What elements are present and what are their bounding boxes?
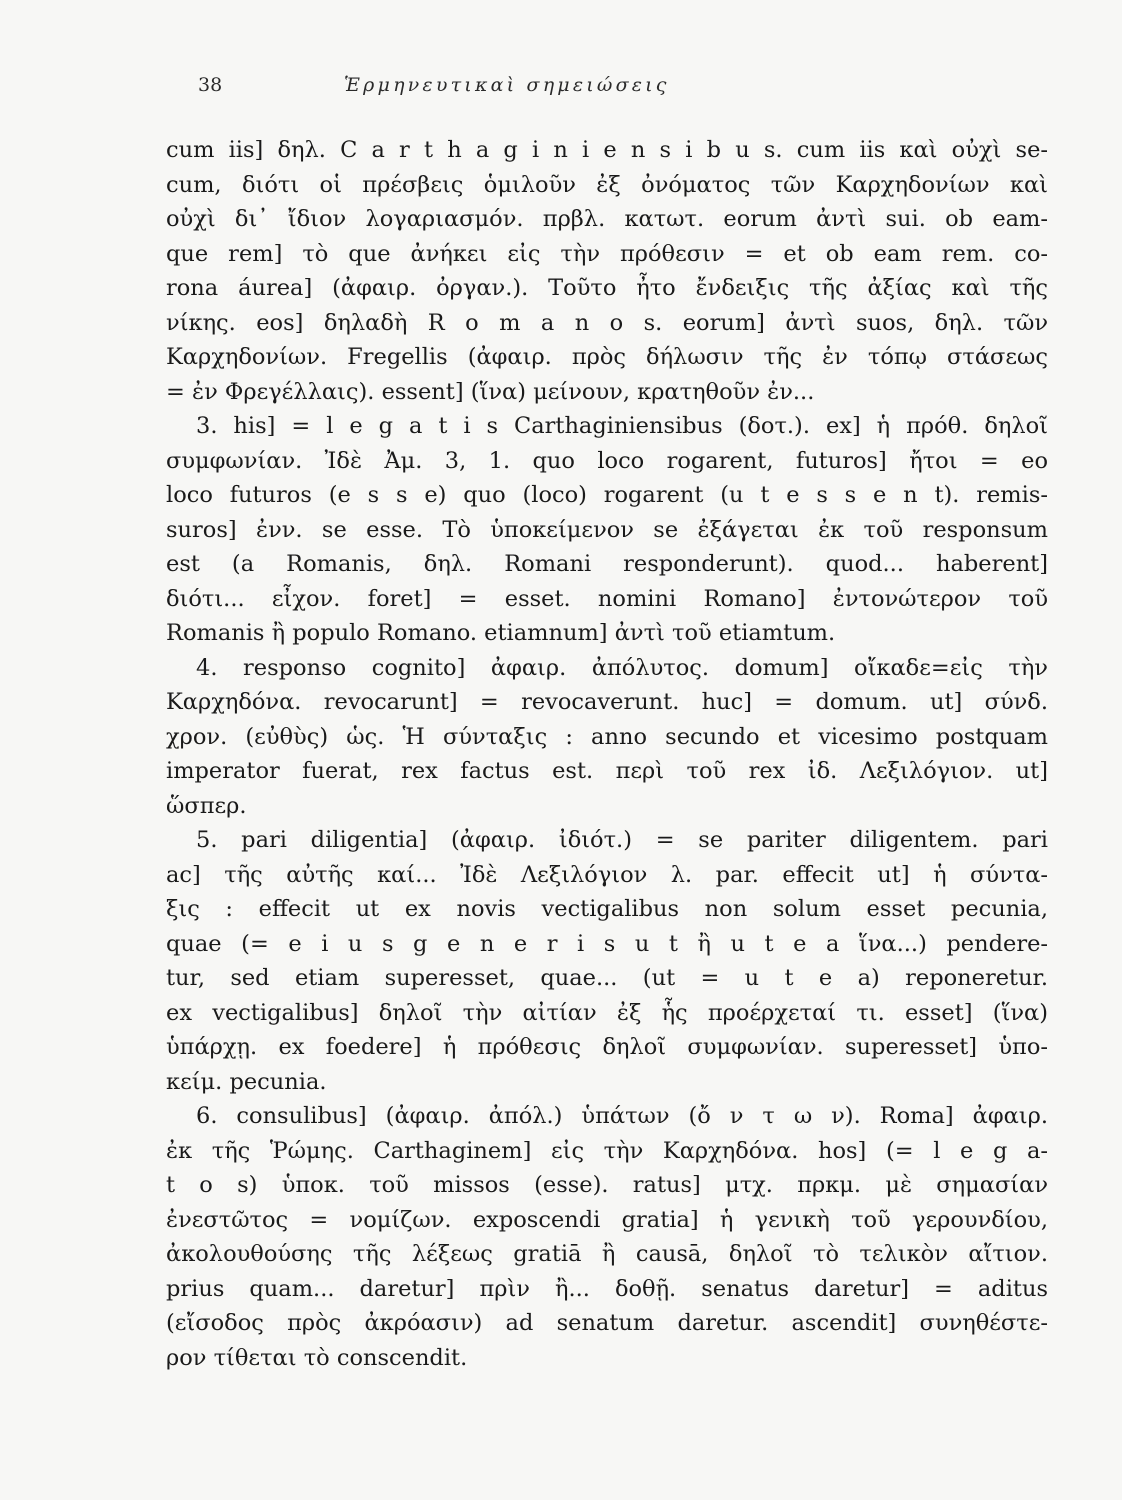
text-line: prius quam... daretur] πρὶν ἢ... δοθῇ. senatus daretur] = aditus — [166, 1275, 1048, 1302]
text-line: ac] τῆς αὐτῆς καί... Ἰδὲ Λεξιλόγιον λ. par. effecit ut] ἡ σύντα- — [166, 861, 1048, 888]
text-line: χρον. (εὐθὺς) ὡς. Ἡ σύνταξις : anno secundo et vicesimo postquam — [166, 723, 1048, 750]
text-line: suros] ἐνν. se esse. Τὸ ὑποκείμενον se ἐξάγεται ἐκ τοῦ responsum — [166, 516, 1048, 543]
text-line: ὥσπερ. — [166, 792, 247, 819]
text-line: tur, sed etiam superesset, quae... (ut = u t e a) reponeretur. — [166, 965, 1048, 991]
text-line: (εἴσοδος πρὸς ἀκρόασιν) ad senatum daretur. ascendit] συνηθέστε- — [166, 1310, 1048, 1336]
text-line: Καρχηδονίων. Fregellis (ἀφαιρ. πρὸς δήλωσιν τῆς ἐν τόπῳ στάσεως — [166, 344, 1048, 370]
text-line: ἐνεστῶτος = νομίζων. exposcendi gratia] ἡ γενικὴ τοῦ γερουνδίου, — [166, 1206, 1048, 1233]
text-line: διότι... εἶχον. foret] = esset. nomini Romano] ἐντονώτερον τοῦ — [166, 585, 1048, 612]
text-line: συμφωνίαν. Ἰδὲ Ἀμ. 3, 1. quo loco rogarent, futuros] ἤτοι = eo — [166, 447, 1048, 474]
text-line: cum iis] δηλ. C a r t h a g i n i e n s i b u s. cum iis καὶ οὐχὶ se- — [166, 137, 1048, 163]
section-5-start: 5. pari diligentia] (ἀφαιρ. ἰδιότ.) = se pariter diligentem. pari — [196, 827, 1048, 853]
text-line: ρον τίθεται τὸ conscendit. — [166, 1344, 468, 1371]
text-line: ex vectigalibus] δηλοῖ τὴν αἰτίαν ἐξ ἧς προέρχεταί τι. esset] (ἵνα) — [166, 999, 1048, 1026]
text-line: ἀκολουθούσης τῆς λέξεως gratiā ἢ causā, δηλοῖ τὸ τελικὸν αἴτιον. — [166, 1241, 1048, 1267]
text-line: imperator fuerat, rex factus est. περὶ τοῦ rex ἰδ. Λεξιλόγιον. ut] — [166, 758, 1048, 784]
text-line: t o s) ὑποκ. τοῦ missos (esse). ratus] μτχ. πρκμ. μὲ σημασίαν — [166, 1172, 1048, 1198]
text-line: ξις : effecit ut ex novis vectigalibus non solum esset pecunia, — [166, 896, 1048, 922]
text-line: = ἐν Φρεγέλλαις). essent] (ἵνα) μείνουν, κρατηθοῦν ἐν... — [166, 378, 815, 405]
page-header — [198, 70, 838, 100]
commentary-text — [166, 133, 1048, 1375]
text-line: νίκης. eos] δηλαδὴ R o m a n o s. eorum] ἀντὶ suos, δηλ. τῶν — [166, 309, 1048, 336]
text-line: loco futuros (e s s e) quo (loco) rogarent (u t e s s e n t). remis- — [166, 482, 1048, 508]
section-4-start: 4. responso cognito] ἀφαιρ. ἀπόλυτος. domum] οἴκαδε=εἰς τὴν — [196, 654, 1048, 681]
text-line: quae (= e i u s g e n e r i s u t ἢ u t e a ἵνα...) pendere- — [166, 930, 1048, 957]
text-line: que rem] τὸ que ἀνήκει εἰς τὴν πρόθεσιν = et ob eam rem. co- — [166, 240, 1048, 267]
text-line: οὐχὶ δι᾽ ἴδιον λογαριασμόν. πρβλ. κατωτ. eorum ἀντὶ sui. ob eam- — [166, 206, 1048, 232]
section-3-start: 3. his] = l e g a t i s Carthaginiensibus (δοτ.). ex] ἡ πρόθ. δηλοῖ — [196, 413, 1048, 439]
text-line: κείμ. pecunia. — [166, 1068, 327, 1095]
section-6-start: 6. consulibus] (ἀφαιρ. ἀπόλ.) ὑπάτων (ὄ ν τ ω ν). Roma] ἀφαιρ. — [196, 1103, 1048, 1129]
text-line: cum, διότι οἱ πρέσβεις ὁμιλοῦν ἐξ ὀνόματος τῶν Καρχηδονίων καὶ — [166, 171, 1048, 198]
page-number: 38 — [198, 74, 223, 96]
text-line: est (a Romanis, δηλ. Romani responderunt). quod... haberent] — [166, 551, 1048, 577]
text-line: Καρχηδόνα. revocarunt] = revocaverunt. huc] = domum. ut] σύνδ. — [166, 689, 1048, 715]
text-line: ἐκ τῆς Ῥώμης. Carthaginem] εἰς τὴν Καρχηδόνα. hos] (= l e g a- — [166, 1137, 1048, 1164]
running-title: Ἑρμηνευτικαὶ σημειώσεις — [344, 74, 670, 96]
text-line: rona áurea] (ἀφαιρ. ὀργαν.). Τοῦτο ἦτο ἔνδειξις τῆς ἀξίας καὶ τῆς — [166, 275, 1048, 301]
text-line: Romanis ἢ populo Romano. etiamnum] ἀντὶ τοῦ etiamtum. — [166, 620, 836, 646]
text-line: ὑπάρχῃ. ex foedere] ἡ πρόθεσις δηλοῖ συμφωνίαν. superesset] ὑπο- — [166, 1034, 1048, 1060]
